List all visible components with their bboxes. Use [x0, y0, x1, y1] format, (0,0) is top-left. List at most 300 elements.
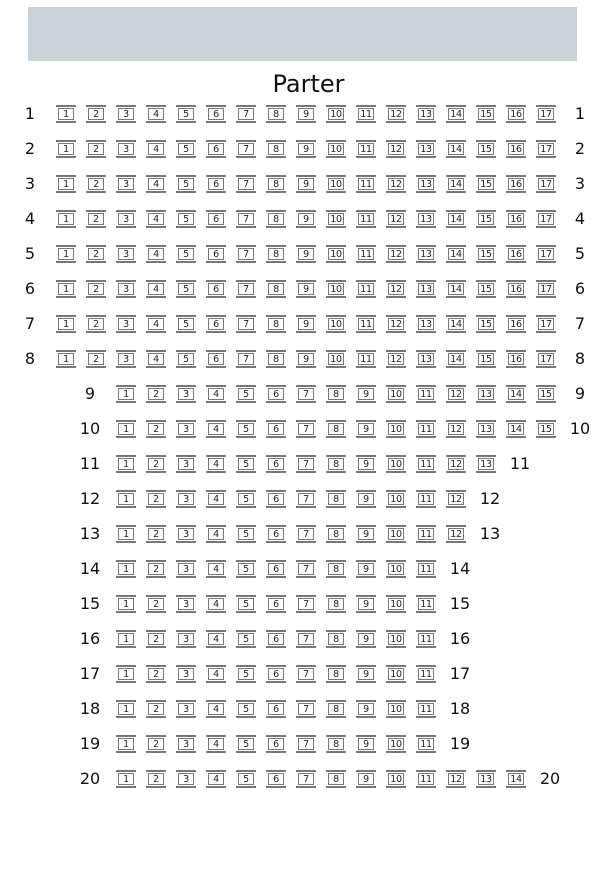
seat[interactable] — [56, 280, 76, 298]
seat[interactable] — [206, 560, 226, 578]
seat[interactable] — [296, 315, 316, 333]
seat[interactable] — [356, 420, 376, 438]
seat[interactable] — [296, 665, 316, 683]
seat[interactable] — [146, 735, 166, 753]
seat[interactable] — [356, 595, 376, 613]
seat[interactable] — [296, 700, 316, 718]
seat[interactable] — [296, 595, 316, 613]
seat[interactable] — [206, 490, 226, 508]
seat[interactable] — [236, 700, 256, 718]
seat-number: 7 — [298, 703, 314, 715]
seat[interactable] — [476, 385, 496, 403]
seat[interactable] — [116, 245, 136, 263]
seat[interactable] — [266, 735, 286, 753]
seat[interactable] — [116, 140, 136, 158]
seat[interactable] — [326, 455, 346, 473]
seat[interactable] — [266, 525, 286, 543]
seat[interactable] — [146, 630, 166, 648]
seat[interactable] — [236, 175, 256, 193]
seat[interactable] — [326, 665, 346, 683]
seat[interactable] — [536, 350, 556, 368]
seat[interactable] — [236, 735, 256, 753]
seat[interactable] — [116, 385, 136, 403]
seat[interactable] — [86, 105, 106, 123]
seat[interactable] — [146, 665, 166, 683]
seat[interactable] — [536, 385, 556, 403]
seat[interactable] — [326, 560, 346, 578]
seat[interactable] — [296, 105, 316, 123]
seat[interactable] — [86, 210, 106, 228]
seat[interactable] — [416, 630, 436, 648]
seat[interactable] — [506, 105, 526, 123]
seat[interactable] — [446, 490, 466, 508]
seat[interactable] — [176, 595, 196, 613]
seat[interactable] — [266, 175, 286, 193]
seat[interactable] — [506, 210, 526, 228]
seat[interactable] — [56, 210, 76, 228]
seat[interactable] — [356, 315, 376, 333]
seat[interactable] — [446, 210, 466, 228]
seat[interactable] — [146, 595, 166, 613]
seat[interactable] — [356, 280, 376, 298]
seat[interactable] — [206, 245, 226, 263]
seat[interactable] — [326, 140, 346, 158]
seat[interactable] — [416, 735, 436, 753]
seat[interactable] — [266, 105, 286, 123]
seat[interactable] — [176, 315, 196, 333]
seat-number: 5 — [238, 563, 254, 575]
seat[interactable] — [146, 700, 166, 718]
seat[interactable] — [416, 210, 436, 228]
seat-number: 15 — [478, 143, 494, 155]
seat[interactable] — [416, 595, 436, 613]
seat-number: 6 — [208, 248, 224, 260]
seat[interactable] — [386, 280, 406, 298]
seat[interactable] — [296, 770, 316, 788]
seat[interactable] — [326, 280, 346, 298]
seat[interactable] — [326, 210, 346, 228]
seat[interactable] — [296, 245, 316, 263]
seat[interactable] — [266, 280, 286, 298]
seat[interactable] — [446, 315, 466, 333]
seat[interactable] — [416, 315, 436, 333]
seat[interactable] — [116, 700, 136, 718]
seat[interactable] — [386, 315, 406, 333]
seat[interactable] — [176, 175, 196, 193]
seat[interactable] — [236, 385, 256, 403]
seat[interactable] — [236, 560, 256, 578]
seat[interactable] — [386, 210, 406, 228]
seat[interactable] — [356, 735, 376, 753]
seat[interactable] — [146, 315, 166, 333]
seat[interactable] — [296, 280, 316, 298]
seat[interactable] — [506, 350, 526, 368]
seat[interactable] — [446, 525, 466, 543]
seat[interactable] — [266, 210, 286, 228]
seat[interactable] — [416, 525, 436, 543]
seat[interactable] — [386, 420, 406, 438]
seat[interactable] — [506, 385, 526, 403]
seat[interactable] — [416, 420, 436, 438]
seat[interactable] — [206, 595, 226, 613]
seat[interactable] — [206, 385, 226, 403]
seat[interactable] — [86, 245, 106, 263]
seat[interactable] — [86, 315, 106, 333]
seat[interactable] — [206, 420, 226, 438]
seat[interactable] — [506, 770, 526, 788]
seat[interactable] — [386, 175, 406, 193]
seat[interactable] — [356, 665, 376, 683]
seat[interactable] — [206, 630, 226, 648]
seat[interactable] — [416, 280, 436, 298]
seat[interactable] — [476, 105, 496, 123]
seat-number: 17 — [538, 143, 554, 155]
seat[interactable] — [356, 350, 376, 368]
seat[interactable] — [236, 350, 256, 368]
seat[interactable] — [356, 455, 376, 473]
seat[interactable] — [206, 770, 226, 788]
seat[interactable] — [446, 770, 466, 788]
seat[interactable] — [266, 595, 286, 613]
seat[interactable] — [416, 560, 436, 578]
seat[interactable] — [446, 245, 466, 263]
seat[interactable] — [236, 455, 256, 473]
seat[interactable] — [236, 280, 256, 298]
seat[interactable] — [146, 420, 166, 438]
seat[interactable] — [506, 245, 526, 263]
seat[interactable] — [56, 245, 76, 263]
seat[interactable] — [386, 490, 406, 508]
seat[interactable] — [206, 700, 226, 718]
seat[interactable] — [476, 140, 496, 158]
seat[interactable] — [146, 770, 166, 788]
seat[interactable] — [386, 105, 406, 123]
seat[interactable] — [356, 105, 376, 123]
seat[interactable] — [176, 245, 196, 263]
seat[interactable] — [206, 315, 226, 333]
seat[interactable] — [296, 385, 316, 403]
seat[interactable] — [536, 280, 556, 298]
seat[interactable] — [116, 280, 136, 298]
seat[interactable] — [326, 245, 346, 263]
seat[interactable] — [386, 385, 406, 403]
seat[interactable] — [386, 595, 406, 613]
seat[interactable] — [266, 490, 286, 508]
seat[interactable] — [146, 560, 166, 578]
seat[interactable] — [56, 350, 76, 368]
seat[interactable] — [146, 385, 166, 403]
seat[interactable] — [356, 210, 376, 228]
seat[interactable] — [446, 105, 466, 123]
seat[interactable] — [506, 420, 526, 438]
seat[interactable] — [296, 140, 316, 158]
seat[interactable] — [86, 280, 106, 298]
seat[interactable] — [116, 455, 136, 473]
seat[interactable] — [446, 420, 466, 438]
seat-number: 16 — [508, 213, 524, 225]
seat[interactable] — [386, 560, 406, 578]
seat[interactable] — [536, 245, 556, 263]
seat[interactable] — [236, 105, 256, 123]
seat[interactable] — [56, 140, 76, 158]
seat[interactable] — [296, 560, 316, 578]
seat[interactable] — [536, 210, 556, 228]
seat[interactable] — [176, 210, 196, 228]
seat-number: 9 — [298, 353, 314, 365]
seat[interactable] — [176, 280, 196, 298]
seat[interactable] — [296, 525, 316, 543]
seat[interactable] — [536, 140, 556, 158]
seat[interactable] — [176, 105, 196, 123]
seat[interactable] — [446, 175, 466, 193]
seat[interactable] — [206, 735, 226, 753]
seat[interactable] — [476, 350, 496, 368]
seat[interactable] — [476, 280, 496, 298]
seat[interactable] — [356, 245, 376, 263]
seat[interactable] — [386, 770, 406, 788]
seat[interactable] — [176, 420, 196, 438]
seat[interactable] — [116, 560, 136, 578]
seat[interactable] — [356, 385, 376, 403]
seat[interactable] — [266, 140, 286, 158]
seat[interactable] — [176, 455, 196, 473]
seat[interactable] — [506, 315, 526, 333]
seat[interactable] — [146, 350, 166, 368]
seat[interactable] — [146, 210, 166, 228]
seat[interactable] — [146, 455, 166, 473]
seat[interactable] — [356, 630, 376, 648]
seat[interactable] — [326, 420, 346, 438]
seat[interactable] — [416, 665, 436, 683]
seat[interactable] — [176, 560, 196, 578]
seat[interactable] — [296, 630, 316, 648]
seat[interactable] — [266, 630, 286, 648]
seat[interactable] — [416, 385, 436, 403]
seat[interactable] — [116, 770, 136, 788]
seat[interactable] — [116, 105, 136, 123]
seat[interactable] — [296, 350, 316, 368]
seat[interactable] — [116, 210, 136, 228]
seat[interactable] — [326, 315, 346, 333]
seat[interactable] — [116, 665, 136, 683]
seat[interactable] — [206, 105, 226, 123]
seat[interactable] — [356, 525, 376, 543]
seat[interactable] — [386, 455, 406, 473]
seat[interactable] — [476, 770, 496, 788]
seat[interactable] — [56, 315, 76, 333]
seat[interactable] — [446, 350, 466, 368]
seat[interactable] — [236, 665, 256, 683]
seat[interactable] — [296, 455, 316, 473]
seat[interactable] — [176, 770, 196, 788]
seat-number: 2 — [88, 248, 104, 260]
seat[interactable] — [146, 245, 166, 263]
seat[interactable] — [176, 140, 196, 158]
seat[interactable] — [506, 280, 526, 298]
seat[interactable] — [56, 175, 76, 193]
seat[interactable] — [206, 140, 226, 158]
seat[interactable] — [86, 140, 106, 158]
seat[interactable] — [206, 525, 226, 543]
seat[interactable] — [356, 770, 376, 788]
seat[interactable] — [266, 350, 286, 368]
seat[interactable] — [416, 770, 436, 788]
seat[interactable] — [206, 210, 226, 228]
seat[interactable] — [146, 525, 166, 543]
seat[interactable] — [476, 175, 496, 193]
seat[interactable] — [446, 140, 466, 158]
seat[interactable] — [296, 210, 316, 228]
seat[interactable] — [476, 455, 496, 473]
seat[interactable] — [416, 105, 436, 123]
seat[interactable] — [476, 315, 496, 333]
seat[interactable] — [236, 210, 256, 228]
seat[interactable] — [386, 525, 406, 543]
seat[interactable] — [116, 525, 136, 543]
seat[interactable] — [86, 175, 106, 193]
seat[interactable] — [356, 700, 376, 718]
seat[interactable] — [266, 455, 286, 473]
seat[interactable] — [386, 630, 406, 648]
seat[interactable] — [446, 280, 466, 298]
seat[interactable] — [326, 525, 346, 543]
seat[interactable] — [116, 420, 136, 438]
seat[interactable] — [236, 140, 256, 158]
seat[interactable] — [416, 700, 436, 718]
seat[interactable] — [176, 630, 196, 648]
seat[interactable] — [536, 315, 556, 333]
seat[interactable] — [266, 665, 286, 683]
seat[interactable] — [266, 385, 286, 403]
seat[interactable] — [326, 630, 346, 648]
row-label-left: 2 — [24, 139, 36, 158]
seat[interactable] — [536, 105, 556, 123]
seat[interactable] — [386, 245, 406, 263]
seat[interactable] — [296, 175, 316, 193]
seat[interactable] — [536, 175, 556, 193]
seat[interactable] — [266, 560, 286, 578]
seat[interactable] — [386, 350, 406, 368]
seat[interactable] — [236, 245, 256, 263]
seat[interactable] — [266, 420, 286, 438]
seat[interactable] — [326, 735, 346, 753]
seat[interactable] — [326, 595, 346, 613]
seat[interactable] — [326, 770, 346, 788]
seat[interactable] — [266, 315, 286, 333]
seat-number: 5 — [178, 318, 194, 330]
seat-number: 15 — [478, 353, 494, 365]
seat[interactable] — [386, 140, 406, 158]
seat[interactable] — [236, 770, 256, 788]
seat[interactable] — [296, 490, 316, 508]
seat[interactable] — [116, 630, 136, 648]
seat[interactable] — [386, 665, 406, 683]
seat[interactable] — [176, 490, 196, 508]
seat[interactable] — [206, 665, 226, 683]
seat[interactable] — [536, 420, 556, 438]
seat[interactable] — [296, 735, 316, 753]
seat[interactable] — [416, 175, 436, 193]
seat[interactable] — [476, 210, 496, 228]
seat[interactable] — [476, 420, 496, 438]
seat[interactable] — [356, 490, 376, 508]
seat[interactable] — [326, 700, 346, 718]
seat[interactable] — [236, 630, 256, 648]
seat[interactable] — [206, 350, 226, 368]
seat[interactable] — [266, 770, 286, 788]
seat[interactable] — [116, 490, 136, 508]
seat[interactable] — [326, 385, 346, 403]
seat[interactable] — [236, 595, 256, 613]
seat[interactable] — [236, 490, 256, 508]
seat[interactable] — [416, 140, 436, 158]
seat[interactable] — [176, 350, 196, 368]
seat[interactable] — [356, 140, 376, 158]
seat[interactable] — [176, 665, 196, 683]
seat[interactable] — [446, 385, 466, 403]
seat-number: 8 — [328, 773, 344, 785]
seat[interactable] — [326, 175, 346, 193]
seat[interactable] — [206, 280, 226, 298]
seat[interactable] — [86, 350, 106, 368]
seat[interactable] — [386, 735, 406, 753]
seat[interactable] — [236, 315, 256, 333]
seat[interactable] — [356, 560, 376, 578]
seat[interactable] — [116, 175, 136, 193]
seat-number: 13 — [478, 388, 494, 400]
seat-number: 11 — [358, 248, 374, 260]
seat[interactable] — [326, 350, 346, 368]
seat[interactable] — [416, 245, 436, 263]
seat[interactable] — [326, 105, 346, 123]
seat[interactable] — [206, 175, 226, 193]
seat[interactable] — [116, 735, 136, 753]
seat[interactable] — [176, 700, 196, 718]
seat[interactable] — [146, 280, 166, 298]
seat[interactable] — [176, 525, 196, 543]
seat[interactable] — [266, 700, 286, 718]
seat[interactable] — [176, 385, 196, 403]
seat[interactable] — [416, 455, 436, 473]
seat[interactable] — [146, 140, 166, 158]
seat-number: 6 — [268, 458, 284, 470]
seat[interactable] — [146, 175, 166, 193]
seat[interactable] — [116, 350, 136, 368]
seat[interactable] — [116, 315, 136, 333]
seat[interactable] — [146, 105, 166, 123]
seat[interactable] — [506, 175, 526, 193]
seat[interactable] — [356, 175, 376, 193]
seat[interactable] — [146, 490, 166, 508]
seat[interactable] — [116, 595, 136, 613]
seat[interactable] — [476, 245, 496, 263]
seat[interactable] — [326, 490, 346, 508]
seat-number: 10 — [328, 353, 344, 365]
seat[interactable] — [416, 350, 436, 368]
seat[interactable] — [236, 525, 256, 543]
seat[interactable] — [386, 700, 406, 718]
seat[interactable] — [206, 455, 226, 473]
seat[interactable] — [506, 140, 526, 158]
seat[interactable] — [416, 490, 436, 508]
seat-number: 1 — [118, 633, 134, 645]
seat[interactable] — [296, 420, 316, 438]
seat[interactable] — [56, 105, 76, 123]
seat[interactable] — [266, 245, 286, 263]
seat[interactable] — [446, 455, 466, 473]
seat[interactable] — [176, 735, 196, 753]
seat[interactable] — [236, 420, 256, 438]
